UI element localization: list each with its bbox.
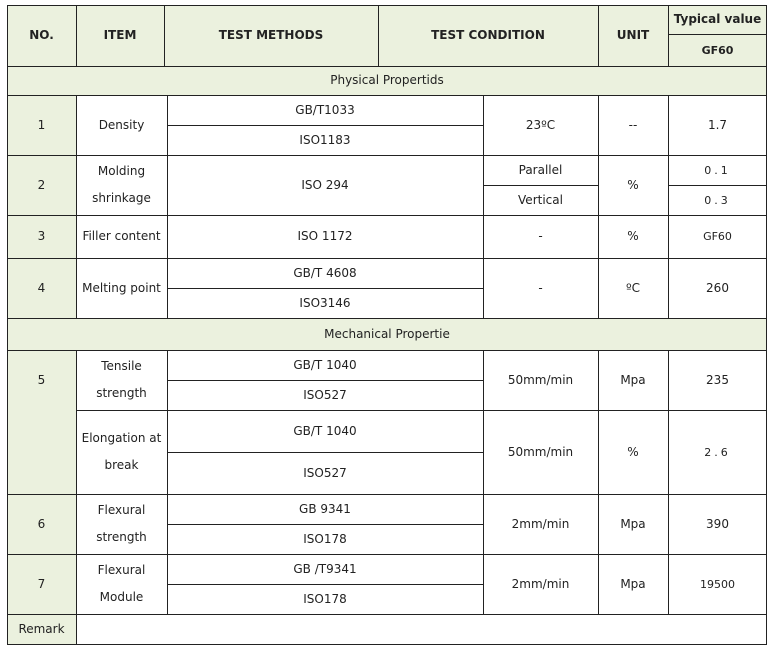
section-physical-properties: Physical Propertids xyxy=(7,66,767,95)
grid-line xyxy=(167,452,483,453)
row-7-condition: 2mm/min xyxy=(511,576,570,591)
grid-line xyxy=(167,380,483,381)
row-1-method-iso: ISO1183 xyxy=(299,132,351,147)
header-test-methods: TEST METHODS xyxy=(164,5,378,66)
row-elongation-unit: % xyxy=(627,444,639,459)
grid-line xyxy=(76,350,77,645)
row-6-item xyxy=(76,494,167,554)
row-6-no: 6 xyxy=(7,494,76,554)
section-mechanical-properties: Mechanical Propertie xyxy=(7,318,767,350)
row-5-item xyxy=(76,350,167,410)
grid-line xyxy=(483,185,598,186)
remark-value xyxy=(76,614,767,644)
row-3-item: Filler content xyxy=(82,229,161,243)
grid-line xyxy=(164,5,165,66)
row-7-item xyxy=(76,554,167,614)
row-6-method-iso: ISO178 xyxy=(303,531,347,546)
row-5-condition: 50mm/min xyxy=(507,372,574,387)
grid-line xyxy=(7,350,767,351)
row-elongation-no xyxy=(7,410,76,494)
grid-line xyxy=(7,614,767,615)
row-3-no: 3 xyxy=(7,215,76,258)
grid-line xyxy=(167,95,168,318)
grid-line xyxy=(668,95,669,318)
row-2-value-vertical: 0.3 xyxy=(704,193,731,207)
row-6-item-line2: strength xyxy=(96,530,147,544)
grid-line xyxy=(167,350,168,614)
row-5-no: 5 xyxy=(7,350,76,410)
grid-line xyxy=(7,258,767,259)
row-2-value-parallel: 0.1 xyxy=(704,163,731,177)
grid-line xyxy=(167,584,483,585)
row-5-method-iso: ISO527 xyxy=(303,387,347,402)
row-2-method: ISO 294 xyxy=(301,177,349,192)
row-6-unit: Mpa xyxy=(620,516,646,531)
row-2-no: 2 xyxy=(7,155,76,215)
row-6-value: 390 xyxy=(706,516,729,531)
grid-line xyxy=(598,95,599,318)
grid-line xyxy=(7,95,767,96)
grid-line xyxy=(378,5,379,66)
grid-line xyxy=(668,5,669,66)
row-2-condition-vertical: Vertical xyxy=(518,192,563,207)
header-grade: GF60 xyxy=(668,34,767,66)
row-6-condition: 2mm/min xyxy=(511,516,570,531)
row-elongation-method-iso: ISO527 xyxy=(303,465,347,480)
row-2-item-line1: Molding xyxy=(97,164,146,178)
grid-line xyxy=(7,318,767,319)
row-3-unit: % xyxy=(627,229,639,243)
grid-line xyxy=(668,350,669,614)
row-1-condition: 23ºC xyxy=(525,117,556,132)
row-4-method-iso: ISO3146 xyxy=(299,295,351,310)
grid-line xyxy=(483,95,484,318)
row-6-method-gb: GB 9341 xyxy=(299,501,351,516)
grid-line xyxy=(668,185,767,186)
row-3-condition: - xyxy=(538,229,543,243)
row-4-item: Melting point xyxy=(82,280,161,295)
row-7-item-line2: Module xyxy=(99,590,144,604)
grid-line xyxy=(76,410,767,411)
grid-line xyxy=(598,5,599,66)
header-no: NO. xyxy=(7,5,76,66)
grid-line xyxy=(167,524,483,525)
row-7-method-iso: ISO178 xyxy=(303,591,347,606)
grid-line xyxy=(7,5,8,645)
row-elongation-item xyxy=(76,410,167,494)
row-3-value: GF60 xyxy=(703,230,732,243)
grid-line xyxy=(7,215,767,216)
row-4-unit: ºC xyxy=(625,280,641,295)
row-7-no: 7 xyxy=(7,554,76,614)
row-6-item-line1: Flexural xyxy=(97,503,146,517)
row-5-item-line2: strength xyxy=(96,386,147,400)
grid-line xyxy=(7,66,767,67)
row-elongation-condition: 50mm/min xyxy=(507,444,574,459)
row-1-no: 1 xyxy=(7,95,76,155)
header-typical-value: Typical value xyxy=(668,5,767,34)
row-5-unit: Mpa xyxy=(620,372,646,387)
row-7-method-gb: GB /T9341 xyxy=(293,561,357,576)
grid-line xyxy=(483,350,484,614)
row-elongation-item-line2: break xyxy=(104,458,139,472)
row-elongation-method-gb: GB/T 1040 xyxy=(293,423,357,438)
remark-label: Remark xyxy=(7,614,76,644)
grid-line xyxy=(7,5,767,6)
grid-line xyxy=(7,494,767,495)
row-elongation-item-line1: Elongation at xyxy=(81,431,162,445)
row-1-item: Density xyxy=(98,117,145,132)
grid-line xyxy=(7,554,767,555)
row-1-unit: -- xyxy=(628,117,638,132)
row-3-method: ISO 1172 xyxy=(297,229,353,243)
row-5-method-gb: GB/T 1040 xyxy=(293,357,357,372)
header-item: ITEM xyxy=(76,5,164,66)
row-7-value: 19500 xyxy=(700,577,735,591)
row-4-method-gb: GB/T 4608 xyxy=(293,265,357,280)
grid-line xyxy=(7,155,767,156)
row-4-condition: - xyxy=(538,280,543,295)
grid-line xyxy=(598,350,599,614)
row-1-method-gb: GB/T1033 xyxy=(295,102,355,117)
grid-line xyxy=(76,95,77,318)
grid-line xyxy=(668,34,767,35)
header-test-condition: TEST CONDITION xyxy=(378,5,598,66)
row-7-unit: Mpa xyxy=(620,576,646,591)
row-4-value: 260 xyxy=(706,280,729,295)
row-2-condition-parallel: Parallel xyxy=(518,162,563,177)
grid-line xyxy=(167,288,483,289)
grid-line xyxy=(76,5,77,66)
grid-line xyxy=(167,125,483,126)
row-1-value: 1.7 xyxy=(707,117,728,132)
row-2-item-line2: shrinkage xyxy=(92,191,151,205)
row-elongation-value: 2.6 xyxy=(704,445,731,459)
row-7-item-line1: Flexural xyxy=(97,563,146,577)
row-2-unit: % xyxy=(627,177,639,192)
row-5-item-line1: Tensile xyxy=(101,359,142,373)
row-4-no: 4 xyxy=(7,258,76,318)
row-5-value: 235 xyxy=(706,372,729,387)
grid-line xyxy=(7,644,767,645)
row-2-item xyxy=(76,155,167,215)
header-unit: UNIT xyxy=(598,5,668,66)
